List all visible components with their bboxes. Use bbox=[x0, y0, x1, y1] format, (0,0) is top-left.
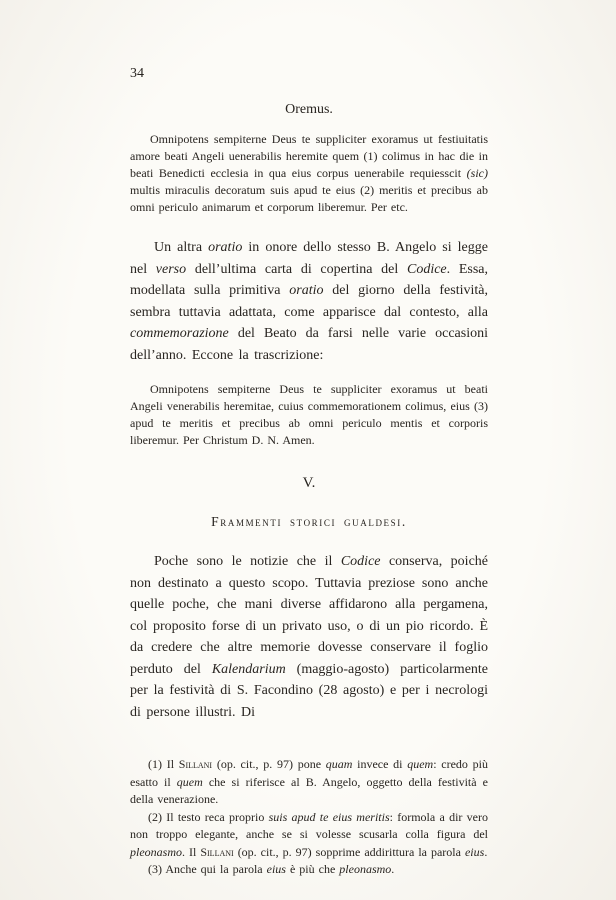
section-number: V. bbox=[302, 475, 316, 491]
paragraph-frammenti: Poche sono le notizie che il Codice conserva, poiché non destinato a questo scopo. Tuttavia preziose sono anche quelle poche, che mani diverse affidarono alla pergamena, col proposito forse di un privato uso, o di un pio ricordo. È da credere che altre memorie dovesse conservare il foglio perduto del Kalendarium (maggio-agosto) particolarmente per la festività di S. Facondino (28 agosto) e per i necrologi di persone illustri. Di bbox=[130, 554, 489, 720]
latin-quote-1: Omnipotens sempiterne Deus te suppliciter exoramus ut festiuitatis amore beati Angeli uenerabilis heremite quem (1) colimus in hac die in beati Benedicti ecclesia in qua eius corpus uenerabile requiesscit (sic) multis miraculis decoratum suis apud te eius (2) meritis et precibus ab omni periculo animarum et corporum liberemur. Per etc. bbox=[130, 132, 488, 214]
page-number: 34 bbox=[130, 66, 144, 81]
footnote-2: (2) Il testo reca proprio suis apud te eius meritis: formola a dir vero non troppo elegante, anche se si volesse scusarla colla figura del pleonasmo. Il Sillani (op. cit., p. 97) sopprime addirittura la parola eius. bbox=[130, 809, 488, 859]
heading-oremus: Oremus. bbox=[285, 102, 333, 117]
footnote-1: (1) Il Sillani (op. cit., p. 97) pone quam invece di quem: credo più esatto il quem che si riferisce al B. Angelo, oggetto della festività e della venerazione. bbox=[130, 757, 488, 806]
footnote-3: (3) Anche qui la parola eius è più che pleonasmo. bbox=[148, 862, 395, 876]
latin-quote-2: Omnipotens sempiterne Deus te suppliciter exoramus ut beati Angeli venerabilis heremitae, cuius commemorationem colimus, eius (3) apud te meritis et precibus ab omni periculo mentis et corporis liberemur. Per Christum D. N. Amen. bbox=[130, 382, 488, 447]
text-block bbox=[130, 66, 488, 879]
section-title: Frammenti storici gualdesi. bbox=[211, 514, 407, 529]
paragraph-oratio: Un altra oratio in onore dello stesso B. Angelo si legge nel verso dell’ultima carta di copertina del Codice. Essa, modellata sulla primitiva oratio del giorno della festività, sembra tuttavia adattata, come apparisce dal contesto, alla commemorazione del Beato da farsi nelle varie occasioni dell’anno. Eccone la trascrizione: bbox=[130, 240, 488, 363]
footnotes-section bbox=[130, 756, 488, 879]
